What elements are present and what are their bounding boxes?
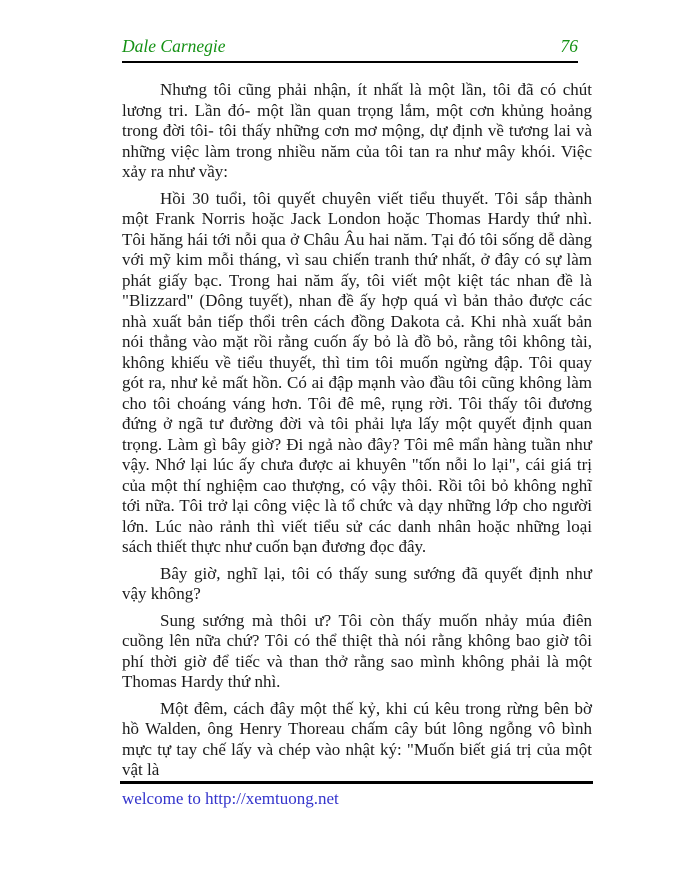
- paragraph: Sung sướng mà thôi ư? Tôi còn thấy muốn nhảy múa điên cuồng lên nữa chứ? Tôi có thể thiệt thà nói rằng không bao giờ tôi phí thời giờ để tiếc và than thở rằng sao mình không phải là một Thomas Hardy thứ nhì.: [122, 610, 592, 691]
- paragraph: Hồi 30 tuổi, tôi quyết chuyên viết tiểu thuyết. Tôi sắp thành một Frank Norris hoặc Jack London hoặc Thomas Hardy thứ nhì. Tôi hăng hái tới nỗi qua ở Châu Âu hai năm. Tại đó tôi sống dễ dàng với mỹ kim mỗi tháng, vì sau chiến tranh thứ nhất, ở đây có sự làm phát giấy bạc. Trong hai năm ấy, tôi viết một kiệt tác nhan đề là "Blizzard" (Dông tuyết), nhan đề ấy hợp quá vì bản thảo được các nhà xuất bản tiếp thổi trên cách đồng Dakota cả. Khi nhà xuất bản nói thẳng vào mặt rồi rằng cuốn ấy bỏ là đồ bỏ, rằng tôi không tài, không khiếu về tiểu thuyết, thì tim tôi muốn ngừng đập. Tôi quay gót ra, như kẻ mất hồn. Có ai đập mạnh vào đầu tôi cũng không làm cho tôi choáng váng hơn. Tôi đê mê, rụng rời. Tôi thấy tôi đương đứng ở ngã tư đường đời và tôi phải lựa lấy một quyết định quan trọng. Làm gì bây giờ? Đi ngả nào đây? Tôi mê mẩn hàng tuần như vậy. Nhớ lại lúc ấy chưa được ai khuyên "tốn nỗi lo lại", cái giá trị của một thí nghiệm cao thượng, có vậy thôi. Rồi tôi bỏ không nghĩ tới nữa. Tôi trở lại công việc là tổ chức và dạy những lớp cho người lớn. Lúc nào rảnh thì viết tiểu sử các danh nhân hoặc những loại sách thiết thực như cuốn bạn đương đọc đây.: [122, 188, 592, 556]
- paragraph: Nhưng tôi cũng phải nhận, ít nhất là một lần, tôi đã có chút lương tri. Lần đó- một lần quan trọng lắm, một cơn khủng hoảng trong đời tôi- tôi thấy những cơn mơ mộng, dự định về tương lai và những việc làm trong nhiều năm của tôi tan ra như mây khói. Việc xảy ra như vầy:: [122, 80, 592, 181]
- header-page-number: 76: [560, 36, 578, 56]
- footer-website-link[interactable]: welcome to http://xemtuong.net: [122, 789, 339, 808]
- header-author: Dale Carnegie: [122, 36, 226, 56]
- footer-note: [122, 789, 592, 809]
- paragraph: Bây giờ, nghĩ lại, tôi có thấy sung sướng đã quyết định như vậy không?: [122, 563, 592, 603]
- paragraph: Một đêm, cách đây một thế kỷ, khi cú kêu trong rừng bên bờ hồ Walden, ông Henry Thoreau chấm cây bút lông ngỗng vô bình mực tự tay chế lấy và chép vào nhật ký: "Muốn biết giá trị của một vật là: [122, 698, 592, 779]
- page-body-text: [122, 80, 592, 787]
- header-rule: [122, 61, 578, 63]
- footer-rule: [120, 781, 593, 784]
- running-header: [122, 36, 578, 57]
